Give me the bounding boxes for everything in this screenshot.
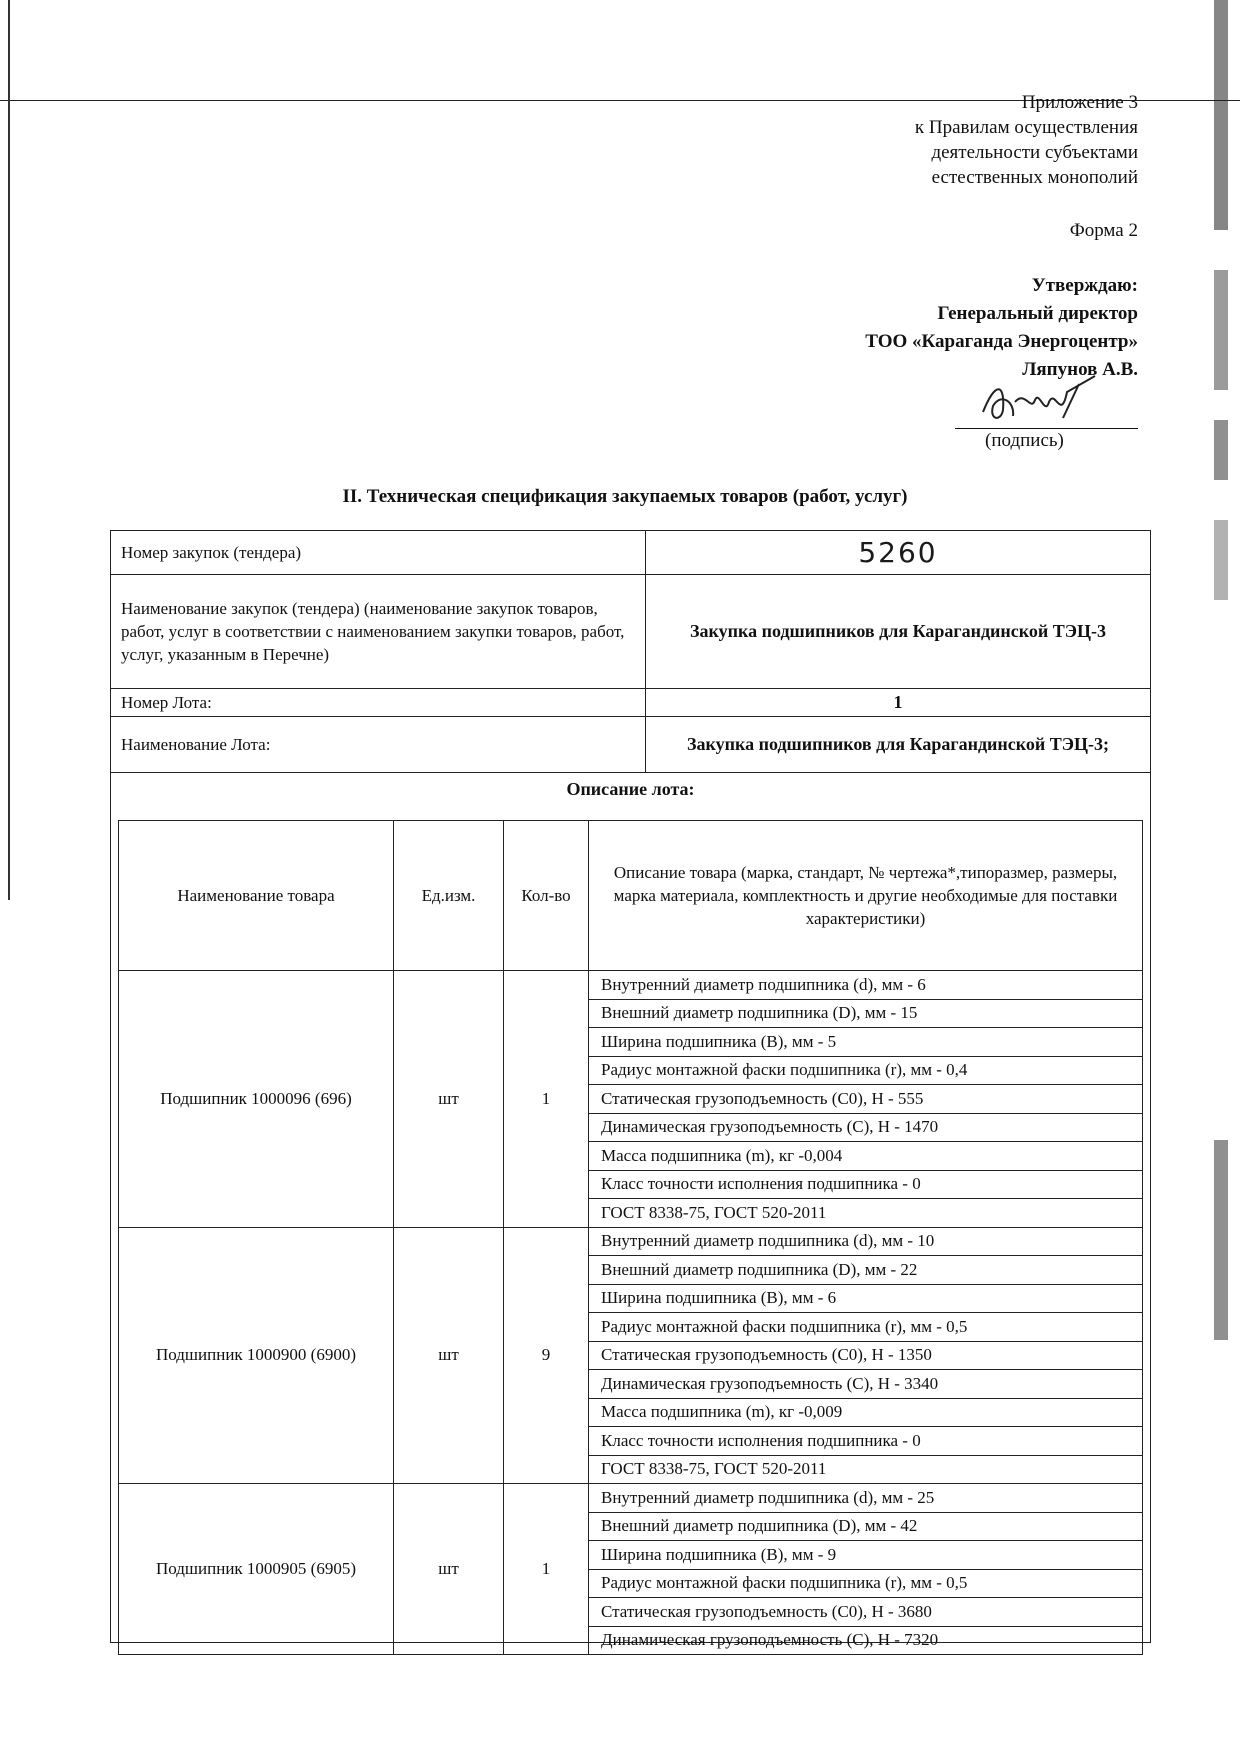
item-spec: Радиус монтажной фаски подшипника (r), мм - 0,5 <box>589 1569 1143 1598</box>
tender-name-label: Наименование закупок (тендера) (наименование закупок товаров, работ, услуг в соответствии с наименованием закупки товаров, работ, услуг, указанным в Перечне) <box>111 575 646 689</box>
item-spec: Масса подшипника (m), кг -0,009 <box>589 1398 1143 1427</box>
left-margin-line <box>8 0 10 900</box>
table-row <box>119 971 1143 1000</box>
item-spec: ГОСТ 8338-75, ГОСТ 520-2011 <box>589 1199 1143 1228</box>
item-spec: Внутренний диаметр подшипника (d), мм - 10 <box>589 1227 1143 1256</box>
signature-label: (подпись) <box>985 430 1064 451</box>
lot-name-value: Закупка подшипников для Карагандинской ТЭЦ-3; <box>646 717 1151 773</box>
handwritten-signature <box>975 372 1105 432</box>
item-unit: шт <box>394 1484 504 1655</box>
item-spec: Ширина подшипника (B), мм - 6 <box>589 1284 1143 1313</box>
lot-description-label: Описание лота: <box>566 779 695 799</box>
goods-table <box>118 820 1143 1655</box>
header-description: Описание товара (марка, стандарт, № чертежа*,типоразмер, размеры, марка материала, комплектность и другие необходимые для поставки характеристики) <box>589 821 1143 971</box>
item-spec: Класс точности исполнения подшипника - 0 <box>589 1170 1143 1199</box>
item-name: Подшипник 1000096 (696) <box>119 971 394 1228</box>
item-spec: Ширина подшипника (B), мм - 5 <box>589 1028 1143 1057</box>
tender-number-label: Номер закупок (тендера) <box>111 531 646 575</box>
item-spec: Статическая грузоподъемность (C0), Н - 1350 <box>589 1341 1143 1370</box>
section-title: II. Техническая спецификация закупаемых товаров (работ, услуг) <box>342 486 908 507</box>
tender-number-row <box>111 531 1151 575</box>
approval-line: ТОО «Караганда Энергоцентр» <box>865 331 1138 352</box>
lot-number-row <box>111 689 1151 717</box>
lot-number-value: 1 <box>646 689 1151 717</box>
header-qty: Кол-во <box>504 821 589 971</box>
lot-name-label: Наименование Лота: <box>111 717 646 773</box>
item-spec: Динамическая грузоподъемность (C), Н - 7320 <box>589 1626 1143 1655</box>
item-unit: шт <box>394 1227 504 1484</box>
header-name: Наименование товара <box>119 821 394 971</box>
item-spec: Класс точности исполнения подшипника - 0 <box>589 1427 1143 1456</box>
item-name: Подшипник 1000900 (6900) <box>119 1227 394 1484</box>
goods-header-row <box>119 821 1143 971</box>
table-row <box>119 1484 1143 1513</box>
appendix-line: к Правилам осуществления <box>914 117 1138 138</box>
item-spec: Ширина подшипника (B), мм - 9 <box>589 1541 1143 1570</box>
item-spec: Внутренний диаметр подшипника (d), мм - 25 <box>589 1484 1143 1513</box>
approval-block <box>760 272 1138 384</box>
item-qty: 9 <box>504 1227 589 1484</box>
appendix-line: естественных монополий <box>931 167 1138 188</box>
approval-line: Утверждаю: <box>1031 275 1138 296</box>
item-spec: Внешний диаметр подшипника (D), мм - 42 <box>589 1512 1143 1541</box>
item-spec: Радиус монтажной фаски подшипника (r), мм - 0,4 <box>589 1056 1143 1085</box>
item-spec: Внешний диаметр подшипника (D), мм - 22 <box>589 1256 1143 1285</box>
item-spec: Динамическая грузоподъемность (C), Н - 1470 <box>589 1113 1143 1142</box>
tender-name-value: Закупка подшипников для Карагандинской ТЭЦ-3 <box>646 575 1151 689</box>
signature-line <box>955 428 1138 429</box>
item-name: Подшипник 1000905 (6905) <box>119 1484 394 1655</box>
tender-number-value: 5260 <box>646 531 1151 575</box>
item-spec: ГОСТ 8338-75, ГОСТ 520-2011 <box>589 1455 1143 1484</box>
approval-line: Ляпунов А.В. <box>1022 359 1138 380</box>
header-unit: Ед.изм. <box>394 821 504 971</box>
item-spec: Статическая грузоподъемность (C0), Н - 3680 <box>589 1598 1143 1627</box>
lot-name-row <box>111 717 1151 773</box>
table-row <box>119 1227 1143 1256</box>
appendix-line: Приложение 3 <box>1021 92 1138 113</box>
item-qty: 1 <box>504 1484 589 1655</box>
appendix-note <box>760 90 1138 190</box>
item-unit: шт <box>394 971 504 1228</box>
item-qty: 1 <box>504 971 589 1228</box>
item-spec: Радиус монтажной фаски подшипника (r), мм - 0,5 <box>589 1313 1143 1342</box>
item-spec: Внутренний диаметр подшипника (d), мм - 6 <box>589 971 1143 1000</box>
item-spec: Масса подшипника (m), кг -0,004 <box>589 1142 1143 1171</box>
tender-name-row <box>111 575 1151 689</box>
item-spec: Динамическая грузоподъемность (C), Н - 3340 <box>589 1370 1143 1399</box>
form-number: Форма 2 <box>1069 220 1138 241</box>
lot-number-label: Номер Лота: <box>111 689 646 717</box>
item-spec: Внешний диаметр подшипника (D), мм - 15 <box>589 999 1143 1028</box>
appendix-line: деятельности субъектами <box>931 142 1138 163</box>
approval-line: Генеральный директор <box>937 303 1138 324</box>
item-spec: Статическая грузоподъемность (C0), Н - 555 <box>589 1085 1143 1114</box>
scan-edge-marks <box>1214 0 1228 1754</box>
